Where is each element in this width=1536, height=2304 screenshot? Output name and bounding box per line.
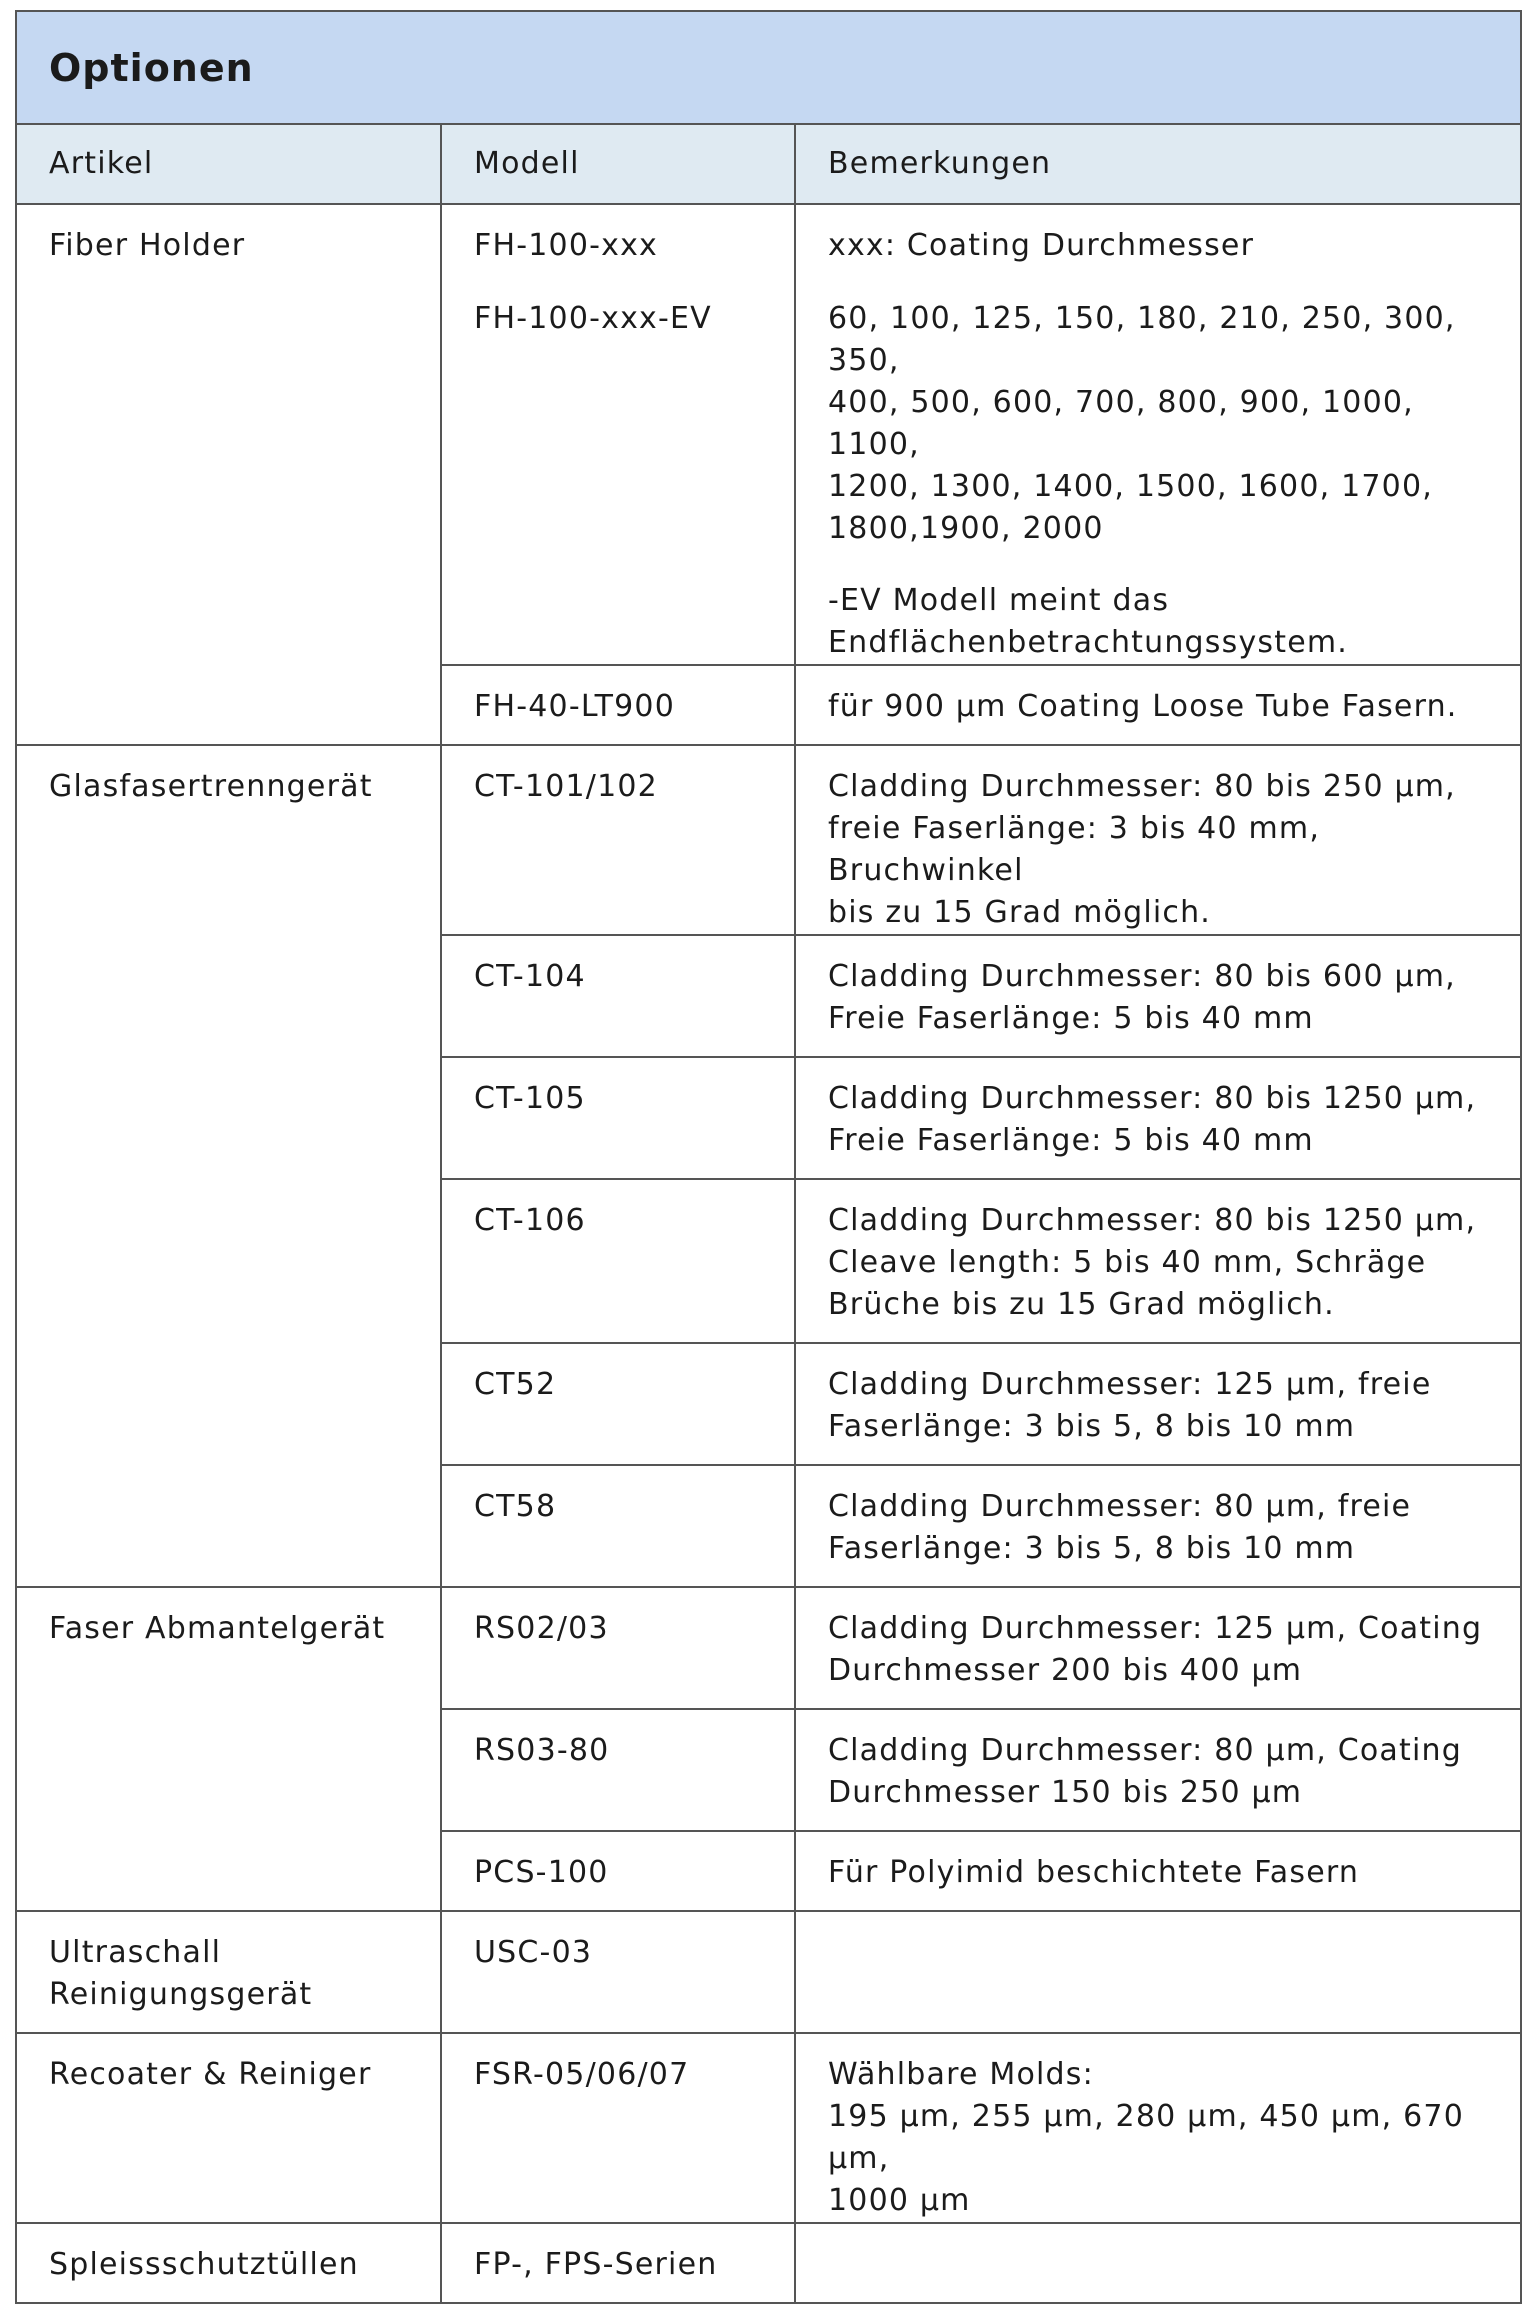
bemerkung-cell xyxy=(795,1709,1521,1831)
bemerkung-text xyxy=(828,2054,1488,2222)
artikel-cell xyxy=(16,1911,441,2033)
bemerkung-cell xyxy=(795,935,1521,1057)
modell-cell xyxy=(441,1831,795,1911)
bemerkung-line: Cladding Durchmesser: 125 µm, Coating xyxy=(828,1611,1483,1646)
bemerkung-cell xyxy=(795,2223,1521,2303)
modell-text: RS03-80 xyxy=(474,1733,610,1768)
modell-text: FH-40-LT900 xyxy=(474,689,676,724)
modell-cell xyxy=(441,2223,795,2303)
bemerkung-text xyxy=(828,298,1488,550)
artikel-line: Ultraschall xyxy=(49,1935,222,1970)
header-artikel: Artikel xyxy=(16,124,441,204)
bemerkung-text xyxy=(828,1730,1488,1814)
artikel-cell xyxy=(16,1587,441,1911)
bemerkung-text xyxy=(828,1078,1488,1162)
modell-cell xyxy=(441,1343,795,1465)
bemerkung-line: 195 µm, 255 µm, 280 µm, 450 µm, 670 µm, xyxy=(828,2099,1464,2176)
artikel-text: Fiber Holder xyxy=(49,228,246,263)
artikel-text: Glasfasertrenngerät xyxy=(49,769,373,804)
artikel-cell xyxy=(16,745,441,1587)
bemerkung-line: Cladding Durchmesser: 125 µm, freie xyxy=(828,1367,1432,1402)
modell-cell xyxy=(441,935,795,1057)
bemerkung-line: Freie Faserlänge: 5 bis 40 mm xyxy=(828,1001,1314,1036)
modell-cell xyxy=(441,1057,795,1179)
bemerkung-text xyxy=(828,956,1488,1040)
bemerkung-line: Cladding Durchmesser: 80 bis 600 µm, xyxy=(828,959,1456,994)
bemerkung-cell xyxy=(795,1587,1521,1709)
bemerkung-line: bis zu 15 Grad möglich. xyxy=(828,895,1212,930)
modell-cell xyxy=(441,665,795,745)
modell-text: FSR-05/06/07 xyxy=(474,2057,690,2092)
bemerkung-line: -EV Modell meint das xyxy=(828,583,1170,618)
table-row xyxy=(16,745,1521,935)
header-bemerkungen: Bemerkungen xyxy=(795,124,1521,204)
modell-text: CT-106 xyxy=(474,1203,586,1238)
modell-text: RS02/03 xyxy=(474,1611,609,1646)
bemerkung-line: freie Faserlänge: 3 bis 40 mm, Bruchwinkel xyxy=(828,811,1321,888)
bemerkung-text: Für Polyimid beschichtete Fasern xyxy=(828,1855,1360,1890)
header-modell: Modell xyxy=(441,124,795,204)
bemerkung-line: Freie Faserlänge: 5 bis 40 mm xyxy=(828,1123,1314,1158)
modell-text: FH-100-xxx xyxy=(474,228,658,263)
bemerkung-line: 1000 µm xyxy=(828,2183,971,2218)
modell-cell xyxy=(441,745,795,935)
bemerkung-text xyxy=(828,1486,1488,1570)
bemerkung-line: Cladding Durchmesser: 80 µm, Coating xyxy=(828,1733,1462,1768)
bemerkung-line: Cleave length: 5 bis 40 mm, Schräge xyxy=(828,1245,1427,1280)
modell-text: CT-101/102 xyxy=(474,769,658,804)
bemerkung-cell xyxy=(795,2033,1521,2223)
bemerkung-line: 400, 500, 600, 700, 800, 900, 1000, 1100, xyxy=(828,385,1414,462)
bemerkung-cell xyxy=(795,1179,1521,1343)
bemerkung-text xyxy=(828,1364,1488,1448)
bemerkung-cell xyxy=(795,1465,1521,1587)
options-table-container xyxy=(15,10,1520,2304)
artikel-text xyxy=(49,1932,408,2016)
bemerkung-cell xyxy=(795,1057,1521,1179)
bemerkung-line: Cladding Durchmesser: 80 µm, freie xyxy=(828,1489,1412,1524)
modell-cell xyxy=(441,1465,795,1587)
bemerkung-line: 1200, 1300, 1400, 1500, 1600, 1700, xyxy=(828,469,1433,504)
modell-text: CT-104 xyxy=(474,959,586,994)
bemerkung-text xyxy=(828,766,1488,934)
bemerkung-cell xyxy=(795,665,1521,745)
modell-cell xyxy=(441,2033,795,2223)
table-title: Optionen xyxy=(16,11,1521,124)
artikel-line: Reinigungsgerät xyxy=(49,1977,313,2012)
modell-cell xyxy=(441,1587,795,1709)
modell-text: CT58 xyxy=(474,1489,557,1524)
bemerkung-line: Endflächenbetrachtungssystem. xyxy=(828,625,1349,660)
modell-cell xyxy=(441,1709,795,1831)
bemerkung-line: Durchmesser 200 bis 400 µm xyxy=(828,1653,1303,1688)
bemerkung-text: für 900 µm Coating Loose Tube Fasern. xyxy=(828,689,1458,724)
table-row xyxy=(16,1587,1521,1709)
modell-text: FP-, FPS-Serien xyxy=(474,2247,718,2282)
bemerkung-cell xyxy=(795,1911,1521,2033)
bemerkung-line: Wählbare Molds: xyxy=(828,2057,1094,2092)
bemerkung-text xyxy=(828,1200,1488,1326)
bemerkung-line: 1800,1900, 2000 xyxy=(828,511,1104,546)
artikel-text: Faser Abmantelgerät xyxy=(49,1611,386,1646)
modell-text: FH-100-xxx-EV xyxy=(474,301,712,336)
bemerkung-text xyxy=(828,580,1488,664)
table-row xyxy=(16,1911,1521,2033)
bemerkung-line: Brüche bis zu 15 Grad möglich. xyxy=(828,1287,1335,1322)
bemerkung-line: Faserlänge: 3 bis 5, 8 bis 10 mm xyxy=(828,1531,1356,1566)
artikel-cell xyxy=(16,2223,441,2303)
bemerkung-text: xxx: Coating Durchmesser xyxy=(828,228,1255,263)
bemerkung-line: Durchmesser 150 bis 250 µm xyxy=(828,1775,1303,1810)
bemerkung-line: 60, 100, 125, 150, 180, 210, 250, 300, 350, xyxy=(828,301,1456,378)
bemerkung-cell xyxy=(795,1831,1521,1911)
bemerkung-cell xyxy=(795,204,1521,665)
table-row xyxy=(16,2033,1521,2223)
artikel-text: Recoater & Reiniger xyxy=(49,2057,372,2092)
modell-cell xyxy=(441,204,795,665)
bemerkung-line: Cladding Durchmesser: 80 bis 1250 µm, xyxy=(828,1081,1477,1116)
bemerkung-cell xyxy=(795,745,1521,935)
options-table xyxy=(15,10,1522,2304)
modell-text: CT-105 xyxy=(474,1081,586,1116)
modell-cell xyxy=(441,1911,795,2033)
artikel-cell xyxy=(16,204,441,745)
table-row xyxy=(16,2223,1521,2303)
bemerkung-line: Faserlänge: 3 bis 5, 8 bis 10 mm xyxy=(828,1409,1356,1444)
artikel-cell xyxy=(16,2033,441,2223)
table-row xyxy=(16,204,1521,665)
bemerkung-cell xyxy=(795,1343,1521,1465)
modell-cell xyxy=(441,1179,795,1343)
modell-text: USC-03 xyxy=(474,1935,593,1970)
bemerkung-line: Cladding Durchmesser: 80 bis 250 µm, xyxy=(828,769,1456,804)
bemerkung-line: Cladding Durchmesser: 80 bis 1250 µm, xyxy=(828,1203,1477,1238)
modell-text: PCS-100 xyxy=(474,1855,609,1890)
artikel-text: Spleissschutztüllen xyxy=(49,2247,359,2282)
bemerkung-text xyxy=(828,1608,1488,1692)
modell-text: CT52 xyxy=(474,1367,557,1402)
